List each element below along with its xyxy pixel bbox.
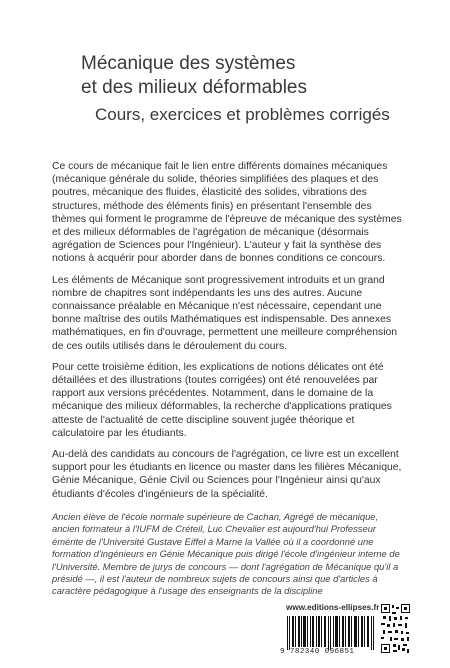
book-title xyxy=(81,52,307,100)
description xyxy=(52,160,406,509)
qr-code-image xyxy=(381,604,410,653)
book-subtitle: Cours, exercices et problèmes corrigés xyxy=(95,105,390,124)
title-line-1: Mécanique des systèmes xyxy=(81,53,296,74)
description-paragraph-1: Ce cours de mécanique fait le lien entre différents domaines mécaniques (mécanique générale du solide, théories simplifiées des plaques et des poutres, mécanique des fluides, élasticité des solides, vibrations des structures, méthode des éléments finis) en présentant l'ensemble des thèmes qui forment le programme de l'épreuve de mécanique des systèmes et des milieux déformables de l'agrégation de mécanique (désormais agrégation de Sciences pour l'Ingénieur). L'auteur y fait la synthèse des notions à acquérir pour aborder dans de bonnes conditions ce concours. xyxy=(52,161,402,265)
author-bio: Ancien élève de l'école normale supérieure de Cachan, Agrégé de mécanique, ancien formateur à l'IUFM de Créteil, Luc Chevalier est aujourd'hui Professeur émérite de l'Université Gustave Eiffel à Marne la Vallée où il a coordonné une formation d'ingénieurs en Génie Mécanique puis dirigé l'école d'ingénieur interne de l'Université. Membre de jurys de concours — dont l'agrégation de Mécanique qu'il a présidé —, il est l'auteur de nombreux sujets de concours ainsi que d'articles à caractère pédagogique à l'usage des enseignants de la discipline xyxy=(52,511,400,597)
description-paragraph-2: Les éléments de Mécanique sont progressivement introduits et un grand nombre de chapitres sont indépendants les uns des autres. Aucune connaissance préalable en Mécanique n'est nécessaire, cependant une bonne maîtrise des outils Mathématiques est indispensable. Des annexes mathématiques, en fin d'ouvrage, permettent une meilleure compréhension de ces outils utilisés dans le déroulement du cours. xyxy=(52,274,398,352)
title-line-2: et des milieux déformables xyxy=(81,77,307,98)
barcode-image xyxy=(286,616,375,650)
publisher-website: www.editions-ellipses.fr xyxy=(286,603,380,612)
barcode-number: 9 782340 096851 xyxy=(280,648,355,656)
description-paragraph-4: Au-delà des candidats au concours de l'agrégation, ce livre est un excellent support pour les étudiants en licence ou master dans les filières Mécanique, Génie Mécanique, Génie Civil ou Sciences pour l'Ingénieur ainsi qu'aux étudiants d'écoles d'ingénieurs de la spécialité. xyxy=(52,449,402,500)
description-paragraph-3: Pour cette troisième édition, les explications de notions délicates ont été détaillées et des illustrations (toutes corrigées) ont été renouvelées par rapport aux versions précédentes. Notamment, dans le domaine de la mécanique des milieux déformables, la recherche d'applications pratiques atteste de l'actualité de cette discipline souvent jugée théorique et calculatoire par les étudiants. xyxy=(52,361,392,439)
